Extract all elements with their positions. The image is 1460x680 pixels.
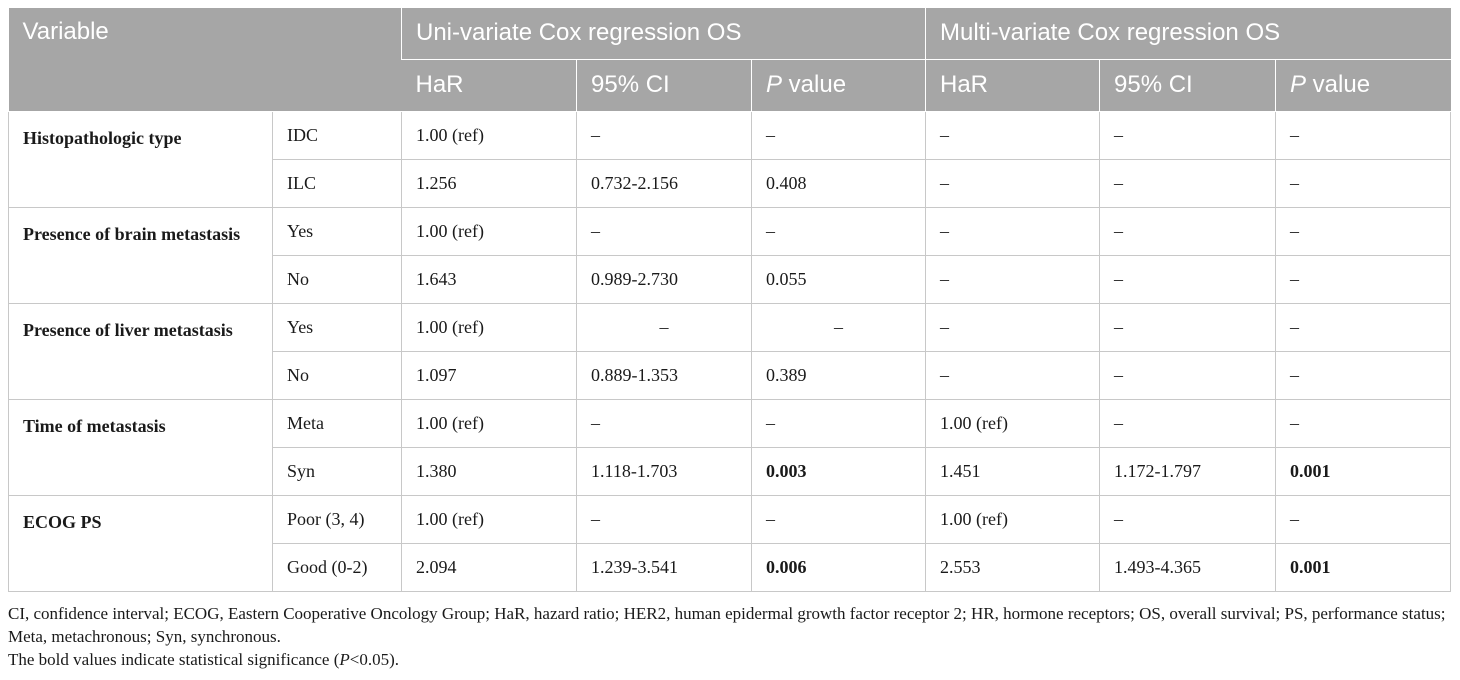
level-cell: Meta: [273, 399, 402, 447]
uni-har-cell: 1.00 (ref): [402, 111, 577, 159]
multi-p-cell: –: [1276, 495, 1451, 543]
variable-label: Presence of liver metastasis: [9, 303, 273, 399]
multi-ci-cell: –: [1100, 303, 1276, 351]
level-cell: No: [273, 255, 402, 303]
uni-ci-cell: –: [577, 399, 752, 447]
multi-p-cell: –: [1276, 303, 1451, 351]
uni-p-cell: –: [752, 399, 926, 447]
level-cell: Syn: [273, 447, 402, 495]
level-cell: Poor (3, 4): [273, 495, 402, 543]
p-rest: value: [782, 71, 847, 98]
multi-p-cell: –: [1276, 207, 1451, 255]
uni-har-cell: 1.256: [402, 159, 577, 207]
uni-ci-cell: 1.118-1.703: [577, 447, 752, 495]
multi-ci-cell: –: [1100, 495, 1276, 543]
multi-p-cell-significant: 0.001: [1276, 447, 1451, 495]
uni-ci-cell: 0.732-2.156: [577, 159, 752, 207]
table-row: [9, 303, 1451, 351]
uni-p-cell: 0.408: [752, 159, 926, 207]
uni-ci-cell: 0.889-1.353: [577, 351, 752, 399]
variable-label: Time of metastasis: [9, 399, 273, 495]
multi-har-cell: –: [926, 303, 1100, 351]
level-cell: Yes: [273, 303, 402, 351]
multi-har-cell: 2.553: [926, 543, 1100, 591]
uni-har-cell: 2.094: [402, 543, 577, 591]
header-multi-p: [1276, 59, 1451, 111]
uni-har-cell: 1.643: [402, 255, 577, 303]
uni-p-cell: 0.055: [752, 255, 926, 303]
header-multi-har: HaR: [926, 59, 1100, 111]
uni-ci-cell: –: [577, 207, 752, 255]
level-cell: IDC: [273, 111, 402, 159]
p-rest: value: [1306, 71, 1371, 98]
p-italic: P: [1290, 71, 1307, 98]
table-header: [9, 8, 1451, 111]
variable-label: Presence of brain metastasis: [9, 207, 273, 303]
multi-ci-cell: 1.172-1.797: [1100, 447, 1276, 495]
uni-ci-cell: –: [577, 495, 752, 543]
uni-har-cell: 1.097: [402, 351, 577, 399]
table-footnote: [8, 602, 1452, 671]
results-table-container: [8, 8, 1450, 592]
uni-ci-cell: 1.239-3.541: [577, 543, 752, 591]
header-variable: Variable: [9, 8, 402, 111]
uni-ci-cell: 0.989-2.730: [577, 255, 752, 303]
multi-har-cell: –: [926, 351, 1100, 399]
table-row: [9, 399, 1451, 447]
uni-p-cell-significant: 0.006: [752, 543, 926, 591]
cox-regression-table: [8, 8, 1451, 592]
uni-p-cell: –: [752, 111, 926, 159]
p-italic: P: [766, 71, 783, 98]
multi-har-cell: –: [926, 255, 1100, 303]
multi-har-cell: –: [926, 207, 1100, 255]
table-row: [9, 111, 1451, 159]
header-uni-ci: 95% CI: [577, 59, 752, 111]
sig-post: <0.05).: [349, 650, 400, 669]
multi-ci-cell: –: [1100, 159, 1276, 207]
multi-p-cell-significant: 0.001: [1276, 543, 1451, 591]
table-row: [9, 207, 1451, 255]
multi-p-cell: –: [1276, 351, 1451, 399]
sig-p: P: [339, 650, 350, 669]
uni-p-cell: –: [752, 207, 926, 255]
uni-p-cell-significant: 0.003: [752, 447, 926, 495]
uni-p-cell: 0.389: [752, 351, 926, 399]
header-multi-ci: 95% CI: [1100, 59, 1276, 111]
uni-har-cell: 1.00 (ref): [402, 495, 577, 543]
uni-har-cell: 1.00 (ref): [402, 207, 577, 255]
multi-ci-cell: –: [1100, 351, 1276, 399]
multi-ci-cell: –: [1100, 399, 1276, 447]
multi-har-cell: 1.451: [926, 447, 1100, 495]
multi-p-cell: –: [1276, 159, 1451, 207]
multi-p-cell: –: [1276, 399, 1451, 447]
footnote-abbreviations: CI, confidence interval; ECOG, Eastern Cooperative Oncology Group; HaR, hazard ratio; HER2, human epidermal growth factor receptor 2; HR, hormone receptors; OS, overall survival; PS, performance status; Meta, metachronous; Syn, synchronous.: [8, 604, 1446, 646]
header-multivariate: Multi-variate Cox regression OS: [926, 8, 1451, 59]
multi-har-cell: –: [926, 159, 1100, 207]
level-cell: ILC: [273, 159, 402, 207]
table-body: [9, 111, 1451, 591]
multi-ci-cell: 1.493-4.365: [1100, 543, 1276, 591]
table-row: [9, 495, 1451, 543]
level-cell: Yes: [273, 207, 402, 255]
header-univariate: Uni-variate Cox regression OS: [402, 8, 926, 59]
variable-label: Histopathologic type: [9, 111, 273, 207]
multi-ci-cell: –: [1100, 111, 1276, 159]
header-uni-p: [752, 59, 926, 111]
uni-har-cell: 1.00 (ref): [402, 399, 577, 447]
multi-har-cell: 1.00 (ref): [926, 495, 1100, 543]
multi-p-cell: –: [1276, 111, 1451, 159]
uni-har-cell: 1.380: [402, 447, 577, 495]
uni-har-cell: 1.00 (ref): [402, 303, 577, 351]
multi-p-cell: –: [1276, 255, 1451, 303]
multi-har-cell: 1.00 (ref): [926, 399, 1100, 447]
level-cell: No: [273, 351, 402, 399]
uni-p-cell: –: [752, 303, 926, 351]
header-uni-har: HaR: [402, 59, 577, 111]
uni-ci-cell: –: [577, 111, 752, 159]
footnote-significance: [8, 648, 1452, 671]
multi-har-cell: –: [926, 111, 1100, 159]
level-cell: Good (0-2): [273, 543, 402, 591]
uni-p-cell: –: [752, 495, 926, 543]
variable-label: ECOG PS: [9, 495, 273, 591]
multi-ci-cell: –: [1100, 255, 1276, 303]
sig-pre: The bold values indicate statistical significance (: [8, 650, 340, 669]
uni-ci-cell: –: [577, 303, 752, 351]
multi-ci-cell: –: [1100, 207, 1276, 255]
